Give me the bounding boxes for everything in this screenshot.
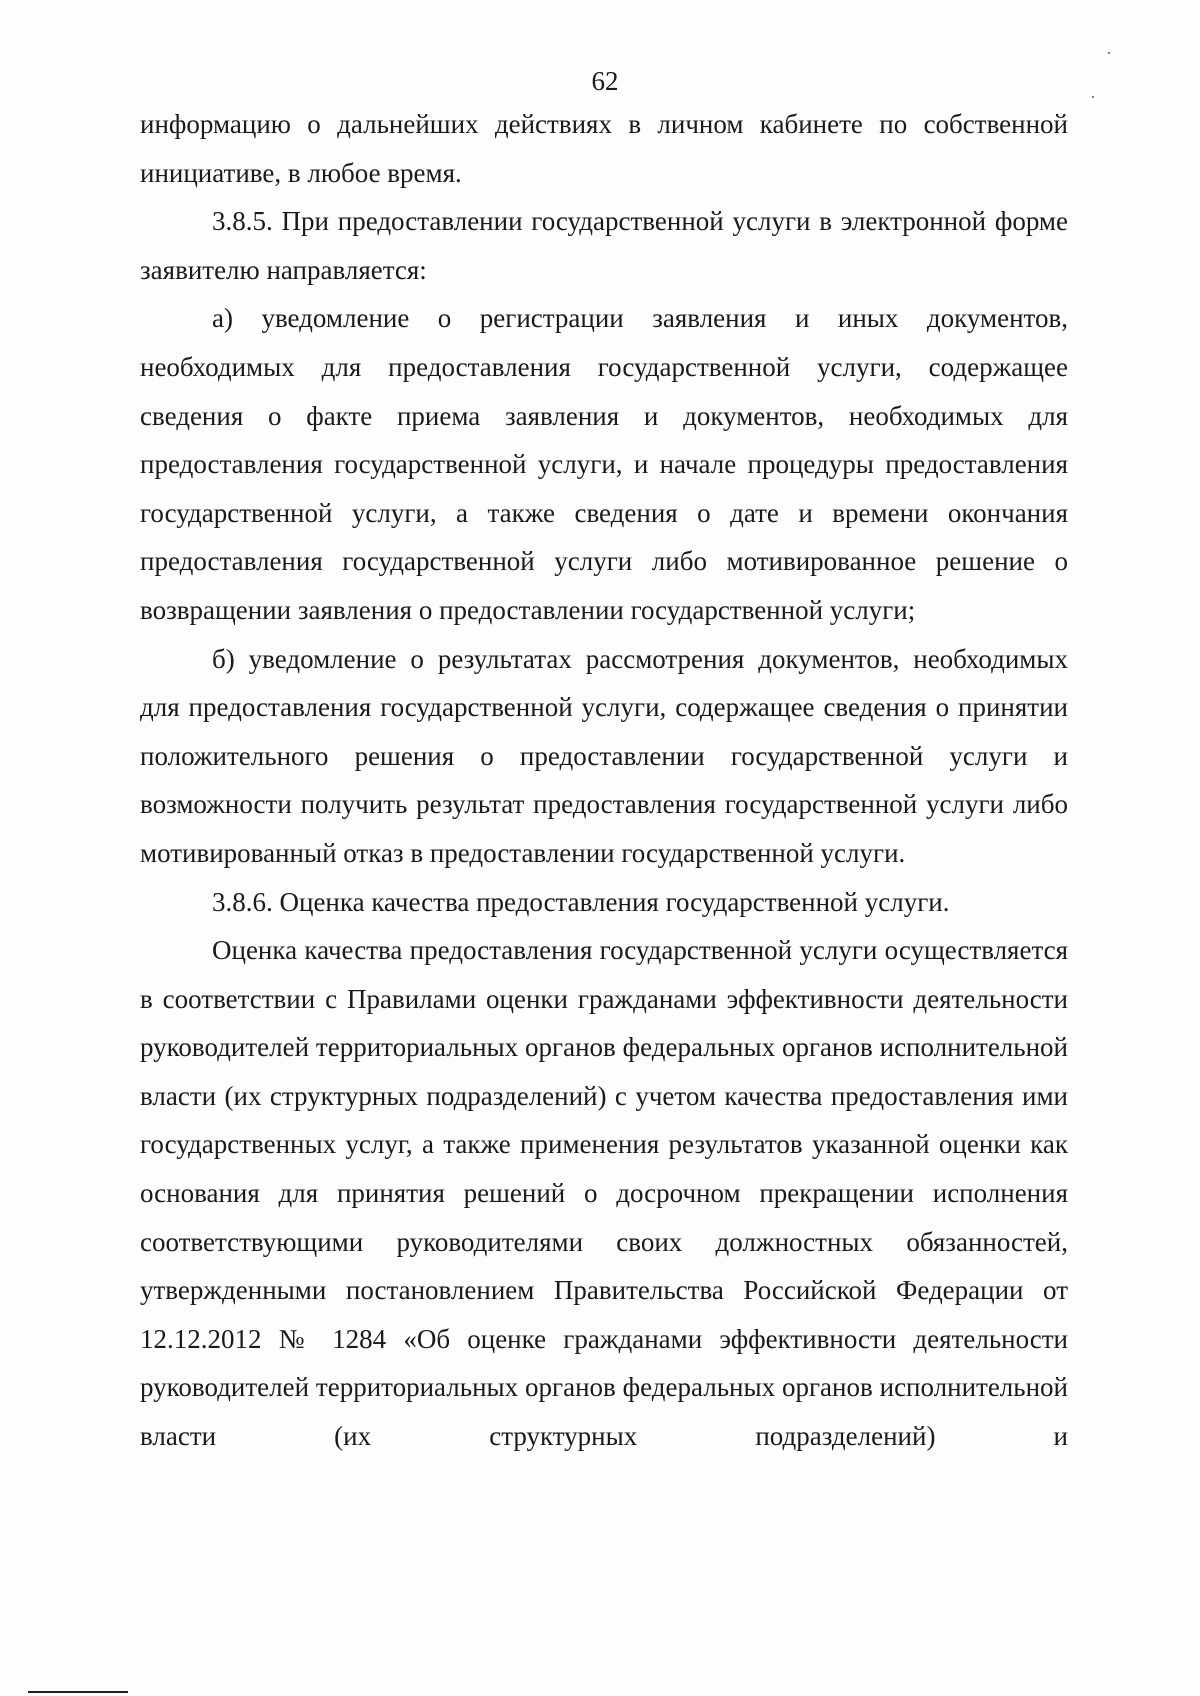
paragraph-continuation: информацию о дальнейших действиях в личном кабинете по собственной инициативе, в любое время. xyxy=(140,109,1068,188)
paragraph-item-b: б) уведомление о результатах рассмотрения документов, необходимых для предоставления государственной услуги, содержащее сведения о принятии положительного решения о предоставлении государственной услуги и возможности получить результат предоставления государственной услуги либо мотивированный отказ в предоставлении государственной услуги. xyxy=(140,643,1068,868)
paragraph-quality-assessment: Оценка качества предоставления государственной услуги осуществляется в соответствии с Правилами оценки гражданами эффективности деятельности руководителей территориальных органов федеральных органов исполнительной власти (их структурных подразделений) с учетом качества предоставления ими государственных услуг, а также применения результатов указанной оценки как основания для принятия решений о досрочном прекращении исполнения соответствующими руководителями своих должностных обязанностей, утвержденными постановлением Правительства Российской Федерации от 12.12.2012 № 1284 «Об оценке гражданами эффективности деятельности руководителей территориальных органов федеральных органов исполнительной власти (их структурных подразделений) и xyxy=(140,935,1068,1452)
scan-speck xyxy=(1108,52,1110,54)
page-number: 62 xyxy=(591,66,619,96)
paragraph-3-8-6: 3.8.6. Оценка качества предоставления государственной услуги. xyxy=(212,886,950,917)
paragraph-item-a: а) уведомление о регистрации заявления и иных документов, необходимых для предоставления государственной услуги, содержащее сведения о факте приема заявления и документов, необходимых для предоставления государственной услуги, и начале процедуры предоставления государственной услуги, а также сведения о дате и времени окончания предоставления государственной услуги либо мотивированное решение о возвращении заявления о предоставлении государственной услуги; xyxy=(140,303,1068,625)
scan-speck xyxy=(1092,96,1094,98)
footnote-rule xyxy=(28,1691,128,1693)
document-body xyxy=(140,100,1068,1461)
paragraph-3-8-5: 3.8.5. При предоставлении государственной услуги в электронной форме заявителю направляется: xyxy=(140,206,1068,285)
